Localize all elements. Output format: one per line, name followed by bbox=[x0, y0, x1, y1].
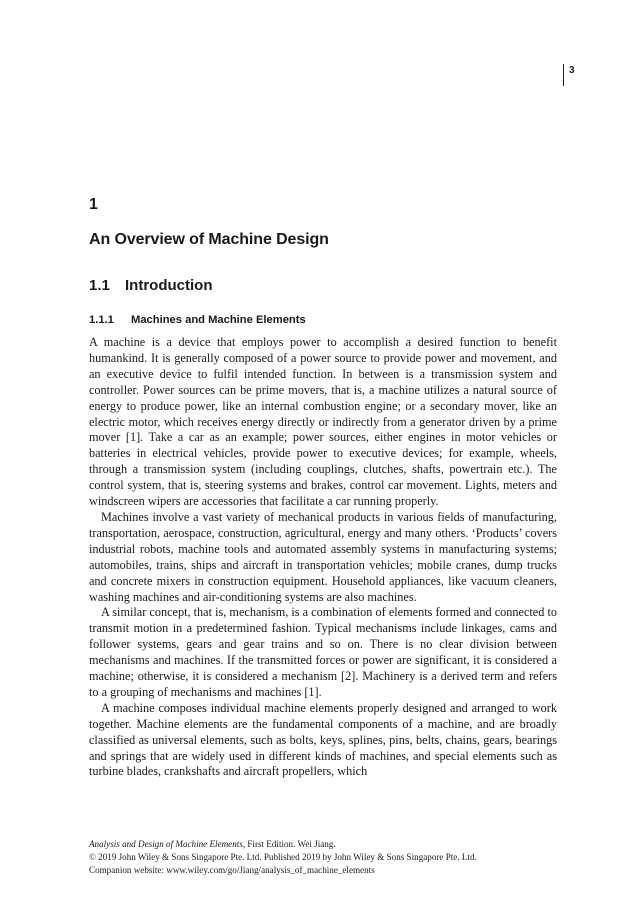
paragraph: Machines involve a vast variety of mechanical products in various fields of manufacturing, transportation, aerospace, construction, agricultural, energy and many others. ‘Products’ covers industrial robots, machine tools and automated assembly systems in manufacturing systems; automobiles, trains, ships and aircraft in transportation vehicles; mobile cranes, dump trucks and concrete mixers in construction equipment. Household appliances, like vacuum cleaners, washing machines and air-conditioning systems are also machines. bbox=[89, 509, 557, 604]
footer bbox=[89, 838, 559, 878]
section-title: Introduction bbox=[125, 277, 213, 294]
edition-author: , First Edition. Wei Jiang. bbox=[242, 839, 336, 849]
footer-copyright: © 2019 John Wiley & Sons Singapore Pte. Ltd. Published 2019 by John Wiley & Sons Singapore Pte. Ltd. bbox=[89, 852, 477, 863]
subsection-title: Machines and Machine Elements bbox=[131, 314, 306, 326]
footer-citation bbox=[89, 838, 559, 851]
page-number: 3 bbox=[563, 64, 575, 86]
section-heading bbox=[89, 277, 212, 294]
paragraph: A machine is a device that employs power to accomplish a desired function to benefit humankind. It is generally composed of a power source to provide power and movement, and an executive device to fulfil intended function. In between is a transmission system and controller. Power sources can be prime movers, that is, a machine utilizes a natural source of energy to produce power, like an internal combustion engine; or a secondary mover, like an electric motor, which receives energy directly or indirectly from a generator driven by a prime mover [1]. Take a car as an example; power sources, either engines in motor vehicles or batteries in electrical vehicles, provide power to executive devices; for example, wheels, through a transmission system (including couplings, clutches, shafts, powertrain etc.). The control system, that is, steering systems and brakes, control car movement. Lights, meters and windscreen wipers are accessories that facilitate a car running properly. bbox=[89, 335, 557, 509]
chapter-number: 1 bbox=[89, 196, 98, 213]
subsection-heading bbox=[89, 314, 306, 326]
paragraph: A similar concept, that is, mechanism, is a combination of elements formed and connected to transmit motion in a predetermined fashion. Typical mechanisms include linkages, cams and follower systems, gears and gear trains and so on. There is no clear division between mechanisms and machines. If the transmitted forces or power are significant, it is considered a machine; otherwise, it is considered a mechanism [2]. Machinery is a derived term and refers to a grouping of mechanisms and machines [1]. bbox=[89, 605, 557, 699]
chapter-title: An Overview of Machine Design bbox=[89, 231, 329, 248]
subsection-number: 1.1.1 bbox=[89, 314, 114, 326]
body-text bbox=[89, 335, 557, 780]
section-number: 1.1 bbox=[89, 277, 110, 294]
book-title: Analysis and Design of Machine Elements bbox=[89, 839, 243, 849]
paragraph: A machine composes individual machine elements properly designed and arranged to work together. Machine elements are the fundamental components of a machine, and are broadly classified as universal elements, such as bolts, keys, splines, pins, belts, chains, gears, bearings and springs that are widely used in different kinds of machines, and special elements such as turbine blades, crankshafts and aircraft propellers, which bbox=[89, 700, 557, 779]
footer-website: Companion website: www.wiley.com/go/Jiang/analysis_of_machine_elements bbox=[89, 865, 375, 876]
